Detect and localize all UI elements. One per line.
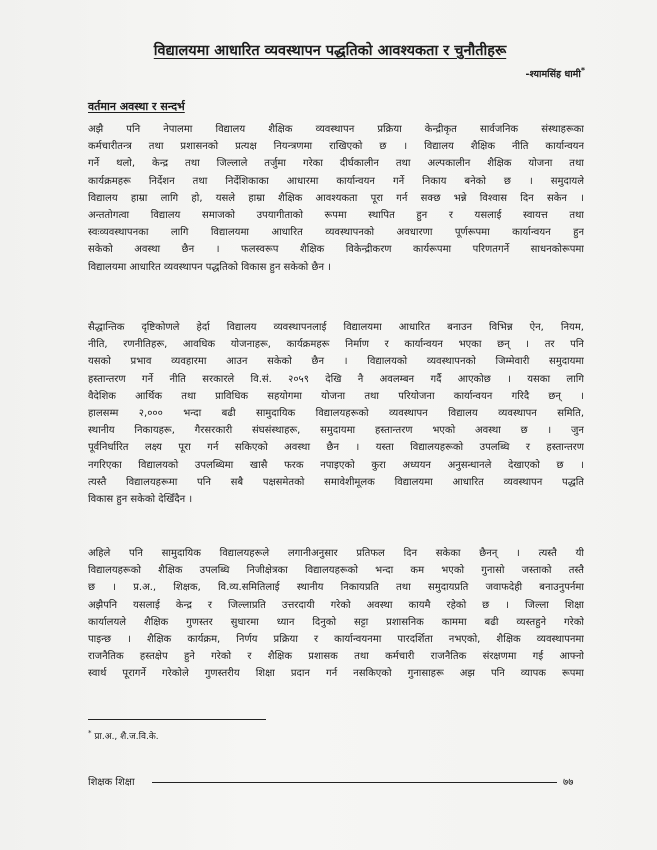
text-line: गर्ने थलो, केन्द्र तथा जिल्लाले तर्जुमा गरेका दीर्घकालीन तथा अल्पकालीन शैक्षिक योजना तथा — [88, 158, 584, 170]
text-line: त्यस्तै विद्यालयहरूमा पनि सबै पक्षसमेतको समावेशीमूलक विद्यालयमा आधारित व्यवस्थापन पद्धति — [88, 476, 584, 488]
text-line: राजनैतिक हस्तक्षेप हुने गरेको र शैक्षिक प्रशासक तथा कर्मचारी राजनैतिक संरक्षणमा गई आफ्नो — [88, 651, 584, 663]
text-line: विद्यालयमा आधारित व्यवस्थापन पद्धतिको विकास हुन सकेको छैन । — [88, 261, 331, 273]
text-line: हस्तान्तरण गर्ने नीति सरकारले वि.सं. २०५९ देखि नै अवलम्बन गर्दै आएकोछ । यसका लागि — [88, 373, 584, 385]
text-line: कर्मचारीतन्त्र तथा प्रशासनको प्रत्यक्ष नियन्त्रणमा राखिएको छ । विद्यालय शैक्षिक नीति कार्यान्वयन — [88, 141, 584, 153]
page-number: ७७ — [563, 777, 574, 788]
author-footnote-mark: * — [580, 66, 585, 75]
text-line: विद्यालयहरूको शैक्षिक उपलब्धि निजीक्षेत्रका विद्यालयहरूको भन्दा कम भएको गुनासो जस्ताको तस्तै — [88, 565, 584, 577]
text-line: पूर्वनिर्धारित लक्ष्य पूरा गर्न सकिएको अवस्था छैन । यस्ता विद्यालयहरूको उपलब्धि र हस्तान्तरण — [88, 442, 584, 454]
text-line: अहिले पनि सामुदायिक विद्यालयहरूले लगानीअनुसार प्रतिफल दिन सकेका छैनन् । त्यस्तै यी — [88, 548, 584, 559]
footer-journal-name: शिक्षक शिक्षा — [88, 777, 135, 788]
text-line: छ । प्र.अ., शिक्षक, वि.व्य.समितिलाई स्थानीय निकायप्रति तथा समुदायप्रति जवाफदेही बनाउनुपर्नमा — [88, 582, 584, 594]
footer-divider — [152, 782, 557, 783]
article-title: विद्यालयमा आधारित व्यवस्थापन पद्धतिको आवश्यकता र चुनौतीहरू — [153, 43, 507, 59]
footnote — [88, 729, 159, 742]
text-line: हालसम्म २,००० भन्दा बढी सामुदायिक विद्यालयहरूको व्यवस्थापन विद्यालय व्यवस्थापन समिति, — [88, 408, 584, 420]
text-line: वैदेशिक आर्थिक तथा प्राविधिक सहयोगमा योजना तथा परियोजना कार्यान्वयन गरिदै छन् । — [88, 390, 584, 402]
footnote-text: प्रा.अ., शै.ज.वि.के. — [94, 732, 159, 742]
text-line: कार्यालयले शैक्षिक गुणस्तर सुधारमा ध्यान दिनुको सट्टा प्रशासनिक काममा बढी व्यस्तहुने गरेको — [88, 616, 584, 628]
paragraph-2 — [88, 319, 584, 508]
text-line: सैद्धान्तिक दृष्टिकोणले हेर्दा विद्यालय व्यवस्थापनलाई विद्यालयमा आधारित बनाउन विभिन्न ऐन, नियम, — [88, 322, 584, 333]
text-line: अझैपनि यसलाई केन्द्र र जिल्लाप्रति उत्तरदायी गरेको अवस्था कायमै रहेको छ । जिल्ला शिक्षा — [88, 599, 584, 611]
text-line: स्थानीय निकायहरू, गैरसरकारी संघसंस्थाहरू, समुदायमा हस्तान्तरण भएको अवस्था छ । जुन — [88, 425, 584, 437]
text-line: नीति, रणनीतिहरू, आवधिक योजनाहरू, कार्यक्रमहरू निर्माण र कार्यान्वयन भएका छन् । तर पनि — [88, 339, 584, 351]
text-line: पाइन्छ । शैक्षिक कार्यक्रम, निर्णय प्रक्रिया र कार्यान्वयनमा पारदर्शिता नभएको, शैक्षिक व्यवस्थापनमा — [88, 634, 584, 646]
footnote-mark: * — [88, 729, 92, 737]
text-line: स्वार्थ पूरागर्ने गरेकोले गुणस्तरीय शिक्षा प्रदान गर्न नसकिएको गुनासाहरू अझ पनि व्यापक रूपमा — [88, 668, 584, 680]
text-line: अझै पनि नेपालमा विद्यालय शैक्षिक व्यवस्थापन प्रक्रिया केन्द्रीकृत सार्वजनिक संस्थाहरूका — [88, 124, 584, 135]
author-line — [526, 66, 586, 80]
section-heading: वर्तमान अवस्था र सन्दर्भ — [88, 100, 185, 113]
text-line: सकेको अवस्था छैन । फलस्वरूप शैक्षिक विकेन्द्रीकरण कार्यरूपमा परिणतगर्ने साधनकोरूपमा — [88, 244, 584, 256]
text-line: नगरिएका विद्यालयको उपलब्धिमा खासै फरक नपाइएको कुरा अध्ययन अनुसन्धानले देखाएको छ । — [88, 459, 584, 471]
text-line: यसको प्रभाव व्यवहारमा आउन सकेको छैन । विद्यालयको व्यवस्थापनको जिम्मेवारी समुदायमा — [88, 356, 584, 368]
paragraph-3 — [88, 545, 584, 683]
text-line: स्वःव्यवस्थापनका लागि विद्यालयमा आधारित व्यवस्थापनको अवधारणा पूर्णरूपमा कार्यान्वयन हुन — [88, 227, 584, 239]
author-name: -श्यामसिंह धामी — [525, 69, 581, 81]
text-line: कार्यक्रमहरू निर्देशन तथा निर्देशिकाका आधारमा कार्यान्वयन गर्ने निकाय बनेको छ । समुदायले — [88, 175, 584, 187]
text-line: विद्यालय हाम्रा लागि हो, यसले हाम्रा शैक्षिक आवश्यकता पूरा गर्न सक्छ भन्ने विश्वास दिन सकेन । — [88, 192, 584, 204]
text-line: अन्ततोगत्वा विद्यालय समाजको उपयागीताको रूपमा स्थापित हुन र यसलाई स्वायत्त तथा — [88, 210, 584, 222]
paragraph-1 — [88, 121, 584, 276]
footnote-divider — [88, 719, 266, 720]
text-line: विकास हुन सकेको देखिँदैन । — [88, 494, 193, 506]
